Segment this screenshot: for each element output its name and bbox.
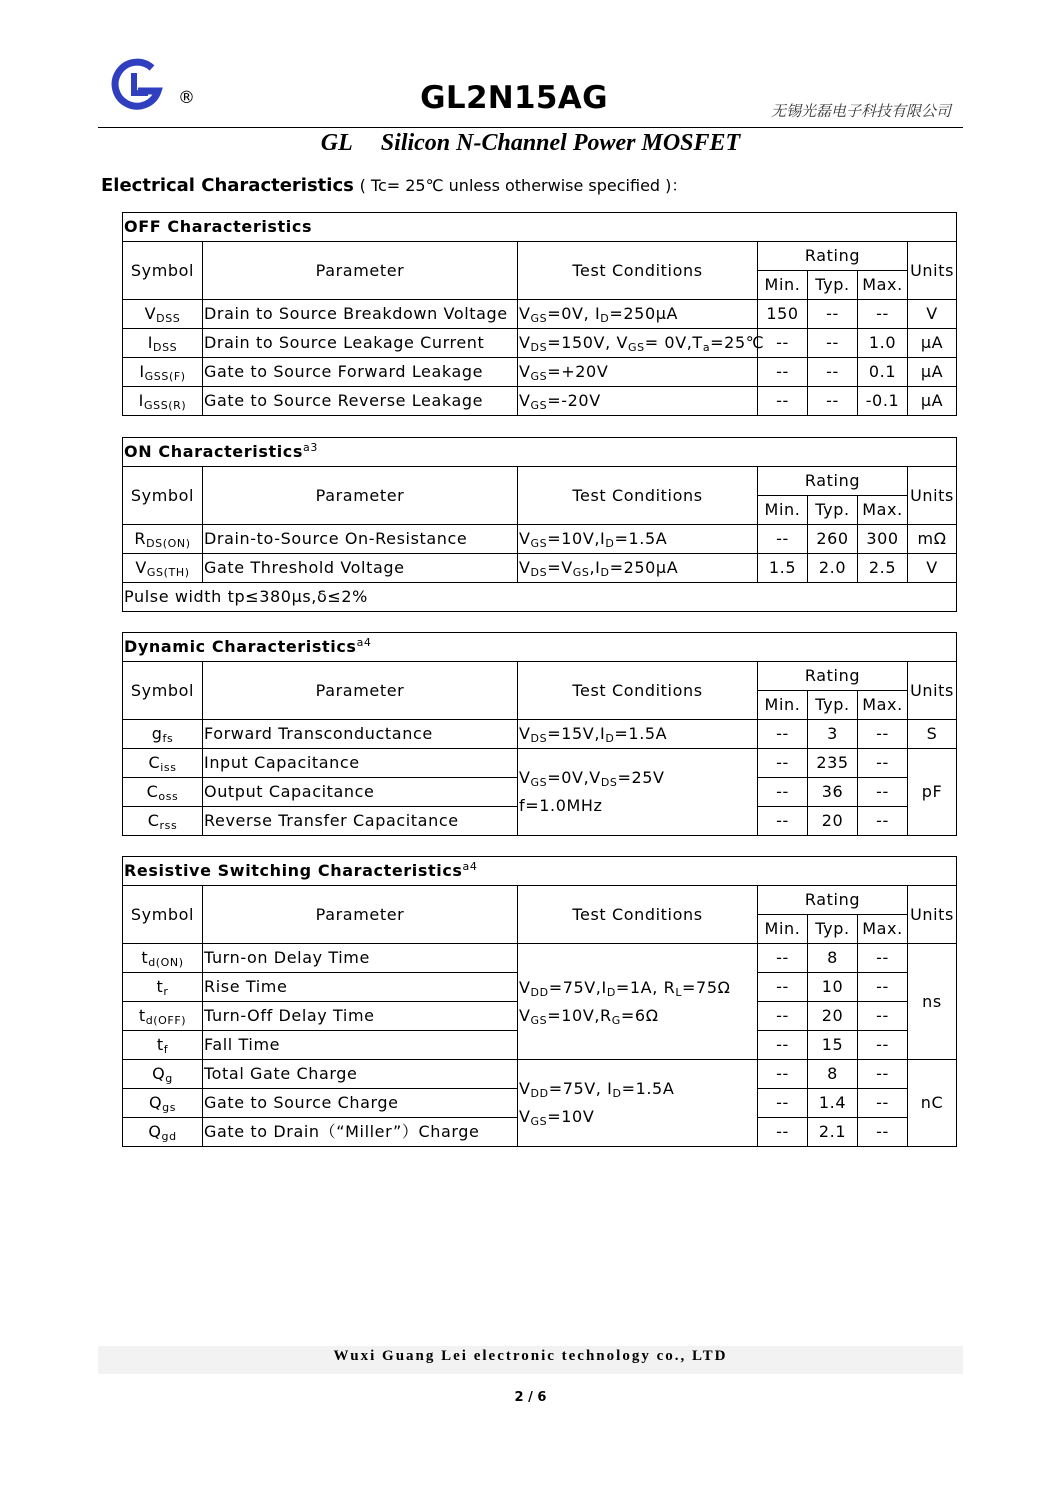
title-footnote-mark: a3: [303, 441, 318, 454]
col-typ-header: Typ.: [808, 271, 858, 300]
off-characteristics-table: [122, 212, 957, 416]
dynamic-title: Dynamic Characteristics$^{a4}$: [123, 633, 957, 662]
symbol-cell: $C_{rss}$: [123, 807, 203, 836]
table-header-row: [123, 886, 957, 915]
condition-cell: $V_{DS}=150V$, $V_{GS}=$ $0V,T_a=25℃$: [518, 329, 758, 358]
on-characteristics-table: [122, 437, 957, 612]
max-cell: --: [858, 778, 908, 807]
col-rating-header: Rating: [758, 242, 908, 271]
symbol-cell: $Q_{gd}$: [123, 1118, 203, 1147]
col-test-conditions-header: Test Conditions: [518, 467, 758, 525]
registered-mark: ®: [178, 88, 195, 108]
table-title-row: [123, 633, 957, 662]
parameter-cell: Gate to Source Charge: [203, 1089, 518, 1118]
typ-cell: 8: [808, 944, 858, 973]
table-row: [123, 720, 957, 749]
symbol-cell: $t_f$: [123, 1031, 203, 1060]
symbol-cell: $t_{d(OFF)}$: [123, 1002, 203, 1031]
unit-cell: mΩ: [908, 525, 957, 554]
condition-cell: $V_{DS}=15V,I_D=1.5A$: [518, 720, 758, 749]
condition-cell: $V_{DD}=75V,I_D=1A$, $R_L=75\Omega$ $V_{GS}=10V,R_G=6\Omega$: [518, 944, 758, 1060]
col-units-header: Units: [908, 662, 957, 720]
col-units-header: Units: [908, 467, 957, 525]
col-typ-header: Typ.: [808, 915, 858, 944]
footer-company: Wuxi Guang Lei electronic technology co., LTD: [333, 1348, 728, 1364]
max-cell: --: [858, 1031, 908, 1060]
col-max-header: Max.: [858, 691, 908, 720]
unit-cell: μA: [908, 387, 957, 416]
max-cell: -0.1: [858, 387, 908, 416]
col-parameter-header: Parameter: [203, 886, 518, 944]
unit-cell: μA: [908, 358, 957, 387]
unit-cell: V: [908, 300, 957, 329]
parameter-cell: Output Capacitance: [203, 778, 518, 807]
condition-cell: $V_{GS}=10V,I_D=1.5A$: [518, 525, 758, 554]
table-title-row: [123, 857, 957, 886]
switching-characteristics-table: [122, 856, 957, 1147]
min-cell: --: [758, 1118, 808, 1147]
col-symbol-header: Symbol: [123, 467, 203, 525]
min-cell: --: [758, 525, 808, 554]
table-row: [123, 525, 957, 554]
condition-cell: $V_{GS}=0V$, $I_D=250\mu A$: [518, 300, 758, 329]
min-cell: --: [758, 973, 808, 1002]
max-cell: --: [858, 1060, 908, 1089]
max-cell: --: [858, 300, 908, 329]
off-table-body: [123, 213, 957, 416]
col-test-conditions-header: Test Conditions: [518, 242, 758, 300]
symbol-cell: $R_{DS(ON)}$: [123, 525, 203, 554]
col-max-header: Max.: [858, 915, 908, 944]
col-min-header: Min.: [758, 691, 808, 720]
symbol-cell: $I_{GSS(F)}$: [123, 358, 203, 387]
condition-cell: $V_{DD}=75V$, $I_D=1.5A$ $V_{GS}=10V$: [518, 1060, 758, 1147]
parameter-cell: Gate to Drain（“Miller”）Charge: [203, 1118, 518, 1147]
parameter-cell: Turn-on Delay Time: [203, 944, 518, 973]
typ-cell: 10: [808, 973, 858, 1002]
symbol-cell: $t_{d(ON)}$: [123, 944, 203, 973]
part-number-title: GL2N15AG: [420, 80, 608, 116]
typ-cell: --: [808, 387, 858, 416]
parameter-cell: Gate to Source Reverse Leakage: [203, 387, 518, 416]
col-min-header: Min.: [758, 496, 808, 525]
col-units-header: Units: [908, 886, 957, 944]
max-cell: 2.5: [858, 554, 908, 583]
dynamic-characteristics-table: [122, 632, 957, 836]
typ-cell: --: [808, 300, 858, 329]
condition-cell: $V_{DS}=V_{GS},I_D=250\mu A$: [518, 554, 758, 583]
unit-cell: ns: [908, 944, 957, 1060]
table-header-row: [123, 242, 957, 271]
col-typ-header: Typ.: [808, 691, 858, 720]
table-title-row: [123, 438, 957, 467]
table-row: [123, 1060, 957, 1089]
table-row: [123, 944, 957, 973]
on-table-body: [123, 438, 957, 612]
col-parameter-header: Parameter: [203, 467, 518, 525]
parameter-cell: Rise Time: [203, 973, 518, 1002]
header-divider: [98, 127, 963, 128]
typ-cell: 20: [808, 807, 858, 836]
table-title-row: [123, 213, 957, 242]
col-parameter-header: Parameter: [203, 242, 518, 300]
col-rating-header: Rating: [758, 662, 908, 691]
typ-cell: --: [808, 329, 858, 358]
min-cell: --: [758, 807, 808, 836]
subtitle-brand: GL: [320, 130, 353, 156]
parameter-cell: Reverse Transfer Capacitance: [203, 807, 518, 836]
typ-cell: 15: [808, 1031, 858, 1060]
symbol-cell: $Q_g$: [123, 1060, 203, 1089]
parameter-cell: Gate to Source Forward Leakage: [203, 358, 518, 387]
min-cell: --: [758, 329, 808, 358]
condition-cell: $V_{GS}=+20V$: [518, 358, 758, 387]
symbol-cell: $I_{DSS}$: [123, 329, 203, 358]
typ-cell: 8: [808, 1060, 858, 1089]
title-footnote-mark: a4: [462, 860, 478, 873]
col-symbol-header: Symbol: [123, 242, 203, 300]
parameter-cell: Turn-Off Delay Time: [203, 1002, 518, 1031]
symbol-cell: $I_{GSS(R)}$: [123, 387, 203, 416]
max-cell: 0.1: [858, 358, 908, 387]
table-header-row: [123, 662, 957, 691]
unit-cell: pF: [908, 749, 957, 836]
unit-cell: μA: [908, 329, 957, 358]
parameter-cell: Total Gate Charge: [203, 1060, 518, 1089]
col-rating-header: Rating: [758, 467, 908, 496]
table-footnote-row: [123, 583, 957, 612]
max-cell: --: [858, 1002, 908, 1031]
parameter-cell: Drain to Source Breakdown Voltage: [203, 300, 518, 329]
typ-cell: 20: [808, 1002, 858, 1031]
max-cell: --: [858, 807, 908, 836]
min-cell: 1.5: [758, 554, 808, 583]
table-header-row: [123, 467, 957, 496]
col-symbol-header: Symbol: [123, 662, 203, 720]
min-cell: --: [758, 1031, 808, 1060]
col-symbol-header: Symbol: [123, 886, 203, 944]
col-min-header: Min.: [758, 271, 808, 300]
min-cell: --: [758, 387, 808, 416]
col-max-header: Max.: [858, 496, 908, 525]
condition-cell: $V_{GS}=0V,V_{DS}=25V$ f=1.0MHz: [518, 749, 758, 836]
min-cell: 150: [758, 300, 808, 329]
min-cell: --: [758, 1089, 808, 1118]
col-typ-header: Typ.: [808, 496, 858, 525]
switching-table-body: [123, 857, 957, 1147]
parameter-cell: Input Capacitance: [203, 749, 518, 778]
typ-cell: 235: [808, 749, 858, 778]
table-row: [123, 387, 957, 416]
typ-cell: 1.4: [808, 1089, 858, 1118]
table-row: [123, 749, 957, 778]
section-title: Electrical Characteristics: [101, 175, 354, 196]
table-row: [123, 358, 957, 387]
col-test-conditions-header: Test Conditions: [518, 662, 758, 720]
col-rating-header: Rating: [758, 886, 908, 915]
symbol-cell: $t_r$: [123, 973, 203, 1002]
col-min-header: Min.: [758, 915, 808, 944]
min-cell: --: [758, 944, 808, 973]
table-row: [123, 554, 957, 583]
company-name-cn: 无锡光磊电子科技有限公司: [770, 102, 951, 120]
typ-cell: 2.0: [808, 554, 858, 583]
symbol-cell: $V_{DSS}$: [123, 300, 203, 329]
col-test-conditions-header: Test Conditions: [518, 886, 758, 944]
typ-cell: 260: [808, 525, 858, 554]
parameter-cell: Gate Threshold Voltage: [203, 554, 518, 583]
min-cell: --: [758, 1060, 808, 1089]
min-cell: --: [758, 778, 808, 807]
parameter-cell: Forward Transconductance: [203, 720, 518, 749]
max-cell: 1.0: [858, 329, 908, 358]
condition-cell: $V_{GS}=-20V$: [518, 387, 758, 416]
on-title: ON Characteristics$^{a3}$: [123, 438, 957, 467]
unit-cell: nC: [908, 1060, 957, 1147]
col-max-header: Max.: [858, 271, 908, 300]
switching-title: Resistive Switching Characteristics$^{a4}$: [123, 857, 957, 886]
max-cell: --: [858, 720, 908, 749]
min-cell: --: [758, 749, 808, 778]
parameter-cell: Fall Time: [203, 1031, 518, 1060]
symbol-cell: $g_{fs}$: [123, 720, 203, 749]
max-cell: --: [858, 749, 908, 778]
min-cell: --: [758, 358, 808, 387]
typ-cell: 3: [808, 720, 858, 749]
max-cell: --: [858, 1089, 908, 1118]
table-row: [123, 329, 957, 358]
max-cell: 300: [858, 525, 908, 554]
symbol-cell: $C_{oss}$: [123, 778, 203, 807]
symbol-cell: $Q_{gs}$: [123, 1089, 203, 1118]
parameter-cell: Drain to Source Leakage Current: [203, 329, 518, 358]
col-units-header: Units: [908, 242, 957, 300]
product-subtitle: [0, 130, 1061, 157]
max-cell: --: [858, 1118, 908, 1147]
col-parameter-header: Parameter: [203, 662, 518, 720]
min-cell: --: [758, 1002, 808, 1031]
max-cell: --: [858, 944, 908, 973]
pulse-footnote: Pulse width tp≤380μs,δ≤2%: [123, 583, 957, 612]
unit-cell: S: [908, 720, 957, 749]
typ-cell: 36: [808, 778, 858, 807]
max-cell: --: [858, 973, 908, 1002]
symbol-cell: $C_{iss}$: [123, 749, 203, 778]
section-heading: [101, 173, 687, 196]
table-row: [123, 300, 957, 329]
min-cell: --: [758, 720, 808, 749]
symbol-cell: $V_{GS(TH)}$: [123, 554, 203, 583]
subtitle-description: Silicon N-Channel Power MOSFET: [380, 130, 741, 156]
off-title: OFF Characteristics: [123, 213, 957, 242]
page-number: 2 / 6: [514, 1390, 547, 1405]
typ-cell: 2.1: [808, 1118, 858, 1147]
typ-cell: --: [808, 358, 858, 387]
unit-cell: V: [908, 554, 957, 583]
parameter-cell: Drain-to-Source On-Resistance: [203, 525, 518, 554]
section-note: ( Tc= 25℃ unless otherwise specified )：: [359, 176, 688, 195]
dynamic-table-body: [123, 633, 957, 836]
title-footnote-mark: a4: [356, 636, 372, 649]
